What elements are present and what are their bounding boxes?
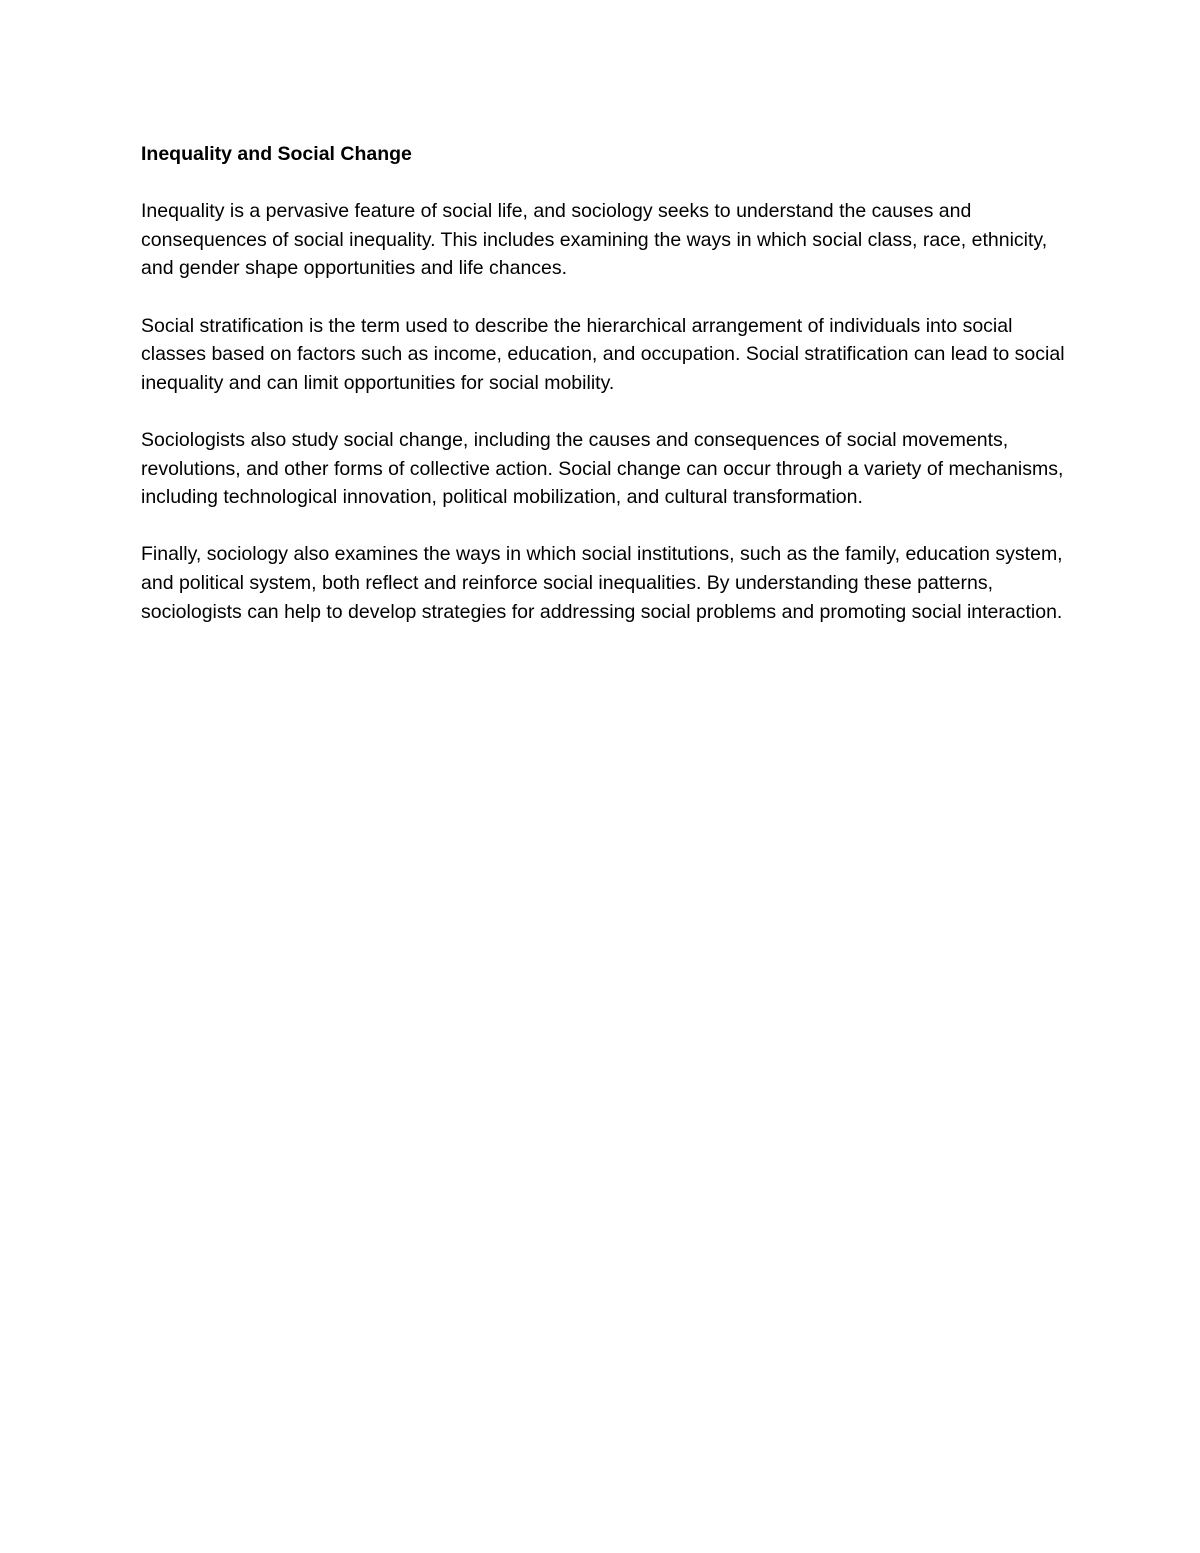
document-title: Inequality and Social Change [141,143,412,165]
paragraph-inequality: Inequality is a pervasive feature of social life, and sociology seeks to understand the causes and consequences of social inequality. This includes examining the ways in which social class, race, ethnicity, and gender shape opportunities and life chances. [141,200,1048,280]
paragraph-social-change: Sociologists also study social change, including the causes and consequences of social movements, revolutions, and other forms of collective action. Social change can occur through a variety of mechanisms, including technological innovation, political mobilization, and cultural transformation. [141,428,1064,509]
paragraph-stratification: Social stratification is the term used to describe the hierarchical arrangement of individuals into social classes based on factors such as income, education, and occupation. Social stratification can lead to social inequality and can limit opportunities for social mobility. [141,314,1065,394]
paragraph-institutions: Finally, sociology also examines the ways in which social institutions, such as the family, education system, and political system, both reflect and reinforce social inequalities. By understanding these patterns, sociologists can help to develop strategies for addressing social problems and promoting social interaction. [141,543,1063,623]
document-body [141,140,1071,626]
